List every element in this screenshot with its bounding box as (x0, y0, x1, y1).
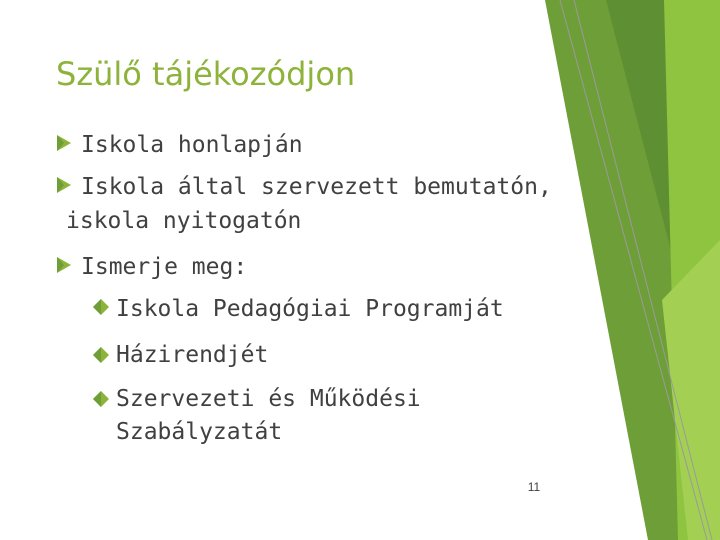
list-item-text: Iskola által szervezett bemutatón, (81, 174, 552, 200)
slide-title: Szülő tájékozódjon (56, 55, 356, 93)
list-item-text: Iskola honlapján (81, 132, 303, 158)
sub-list-item-text-continued: Szabályzatát (116, 419, 283, 445)
diamond-bullet-icon (92, 298, 110, 316)
list-item-text-continued: iskola nyitogatón (66, 208, 302, 234)
diamond-bullet-icon (92, 346, 110, 364)
sub-list-item-text: Házirendjét (116, 342, 269, 368)
diamond-bullet-icon (92, 390, 110, 408)
bullet-icon (56, 256, 72, 274)
sub-list-item-text: Iskola Pedagógiai Programját (116, 296, 504, 322)
bullet-icon (56, 134, 72, 152)
sub-list-item-text: Szervezeti és Működési (116, 386, 421, 412)
bullet-icon (56, 176, 72, 194)
page-number: 11 (527, 480, 541, 494)
list-item-text: Ismerje meg: (81, 254, 248, 280)
